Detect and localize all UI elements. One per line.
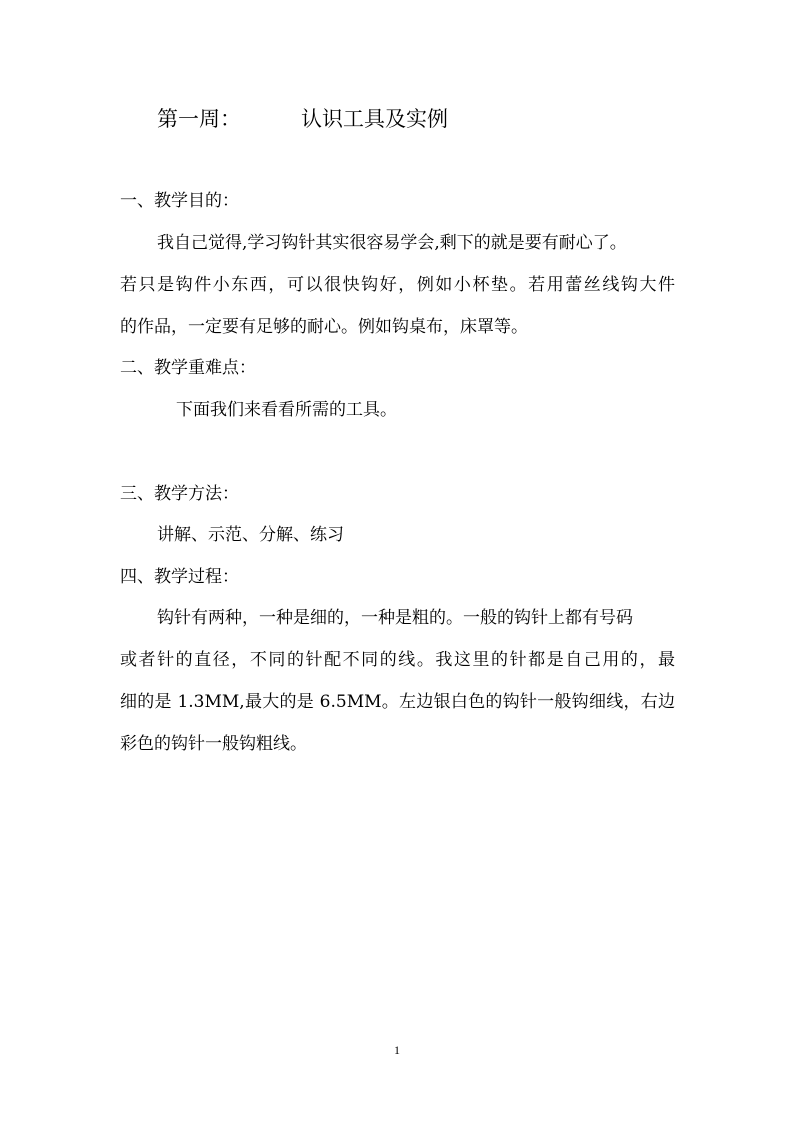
title-week: 第一周：: [157, 107, 241, 131]
page-title: [157, 103, 448, 135]
objective-line-3: 的作品，一定要有足够的耐心。例如钩桌布，床罩等。: [120, 317, 528, 337]
process-line-4: 彩色的钩针一般钩粗线。: [120, 734, 307, 754]
objective-line-2: 若只是钩件小东西，可以很快钩好，例如小杯垫。若用蕾丝线钩大件: [120, 275, 675, 295]
objective-heading: 一、教学目的：: [120, 191, 239, 211]
page-number: 1: [394, 1043, 400, 1057]
process-line-3: 细的是 1.3MM,最大的是 6.5MM。左边银白色的钩针一般钩细线，右边: [120, 692, 675, 712]
process-line-1: 钩针有两种，一种是细的，一种是粗的。一般的钩针上都有号码: [157, 608, 633, 628]
difficulty-line: 下面我们来看看所需的工具。: [176, 400, 397, 420]
method-heading: 三、教学方法：: [120, 484, 239, 504]
title-topic: 认识工具及实例: [301, 107, 448, 131]
difficulty-heading: 二、教学重难点：: [120, 358, 256, 378]
objective-line-1: 我自己觉得,学习钩针其实很容易学会,剩下的就是要有耐心了。: [157, 233, 627, 253]
process-heading: 四、教学过程：: [120, 567, 239, 587]
process-line-2: 或者针的直径，不同的针配不同的线。我这里的针都是自己用的，最: [120, 650, 675, 670]
method-line: 讲解、示范、分解、练习: [157, 525, 344, 545]
